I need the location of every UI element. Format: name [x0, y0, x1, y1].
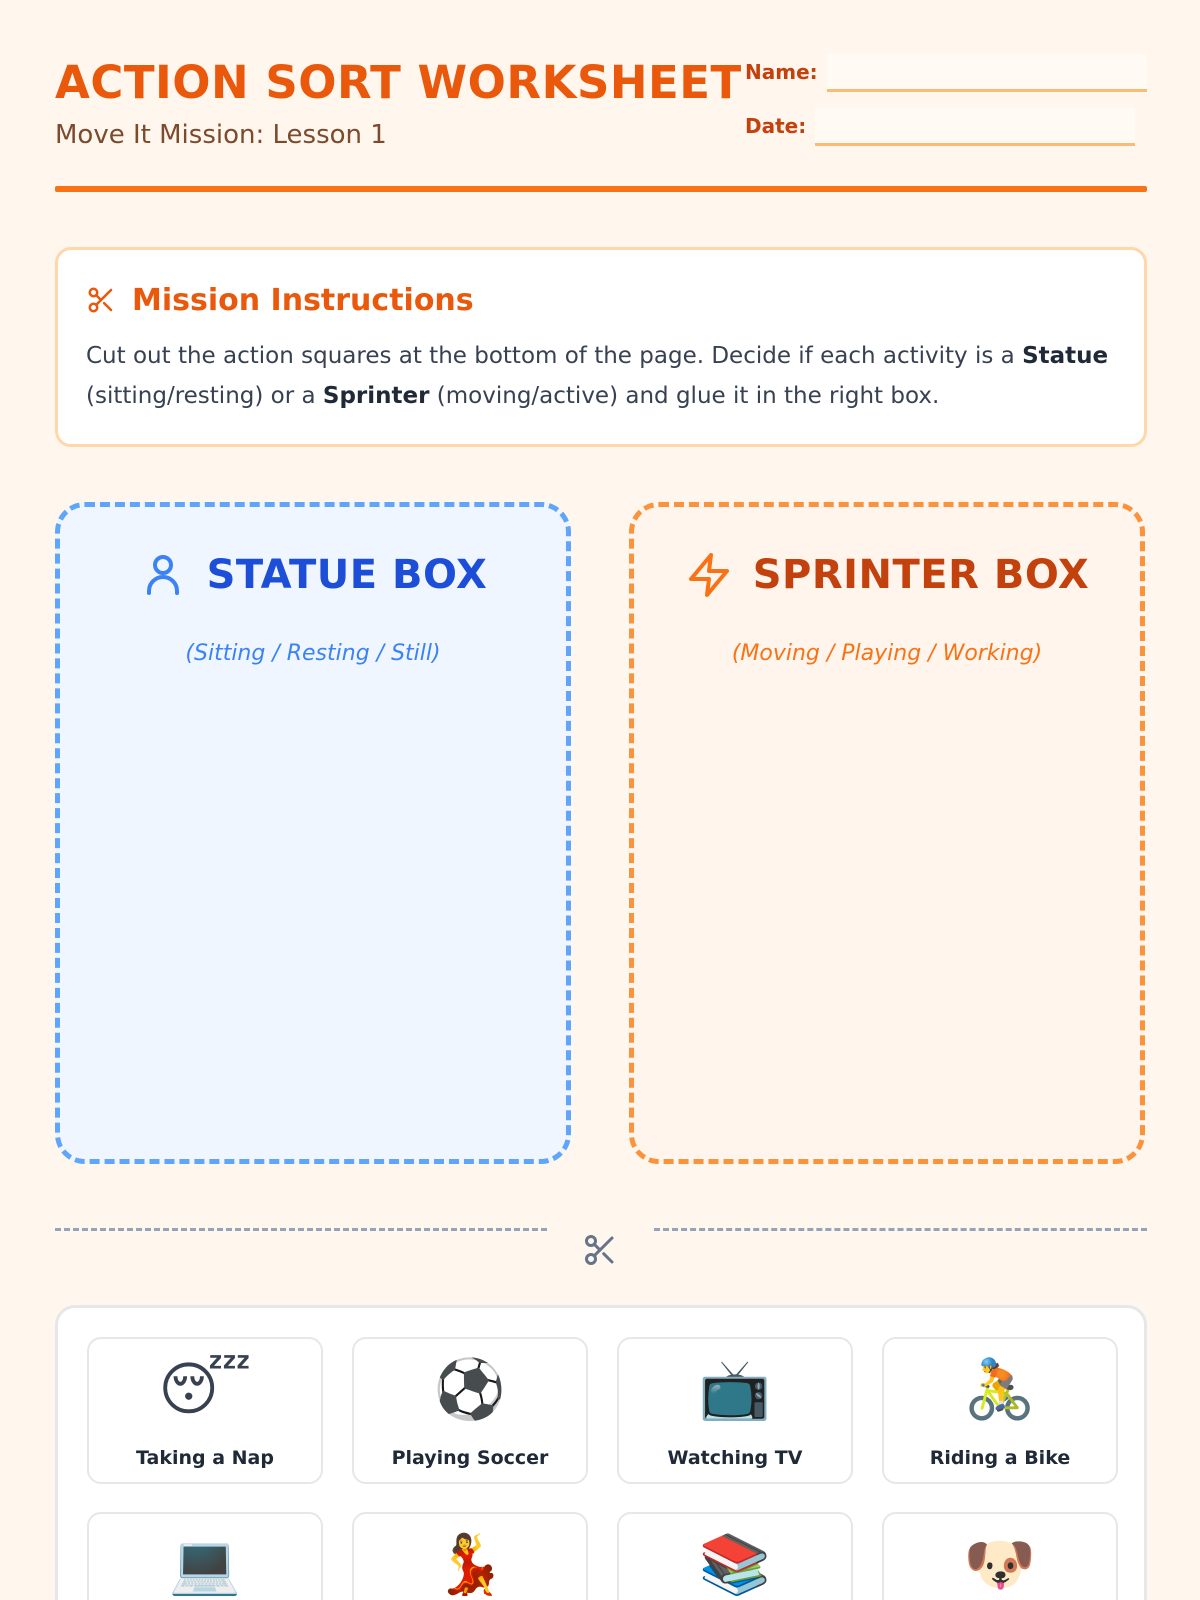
action-card-watching-tv[interactable]	[617, 1337, 853, 1484]
action-card-label: Riding a Bike	[929, 1447, 1071, 1469]
action-card-label: Watching TV	[667, 1447, 803, 1469]
name-field[interactable]	[827, 54, 1147, 92]
person-icon	[139, 551, 187, 599]
instructions-header	[86, 280, 1116, 320]
instructions-bold-sprinter: Sprinter	[322, 383, 430, 409]
instructions-text-part: (moving/active) and glue it in the right box.	[429, 383, 940, 409]
instructions-title: Mission Instructions	[132, 282, 474, 318]
cut-line-left	[55, 1228, 547, 1231]
action-card-dog[interactable]	[882, 1512, 1118, 1600]
sprinter-box-header	[634, 551, 1140, 599]
television-icon: 📺	[698, 1355, 772, 1423]
date-label: Date:	[745, 114, 807, 138]
date-field-group	[745, 106, 1147, 146]
action-card-laptop[interactable]	[87, 1512, 323, 1600]
instructions-bold-statue: Statue	[1022, 343, 1109, 369]
laptop-icon: 💻	[168, 1530, 242, 1598]
cyclist-icon: 🚴	[963, 1355, 1037, 1423]
statue-box-subtitle: (Sitting / Resting / Still)	[185, 641, 441, 666]
action-card-taking-a-nap[interactable]	[87, 1337, 323, 1484]
statue-box-header	[60, 551, 566, 599]
dancer-icon: 💃	[433, 1530, 507, 1598]
page-title: ACTION SORT WORKSHEET	[55, 56, 742, 109]
worksheet-header	[55, 52, 1147, 192]
dog-face-icon: 🐶	[963, 1530, 1037, 1598]
cut-line-right	[654, 1228, 1147, 1231]
instructions-text-part: (sitting/resting) or a	[86, 383, 323, 409]
instructions-panel	[55, 247, 1147, 447]
action-card-dancing[interactable]	[352, 1512, 588, 1600]
books-icon: 📚	[698, 1530, 772, 1598]
page-subtitle: Move It Mission: Lesson 1	[55, 120, 387, 150]
action-card-label: Taking a Nap	[136, 1447, 274, 1469]
action-card-label: Playing Soccer	[391, 1447, 549, 1469]
statue-box-title: STATUE BOX	[206, 552, 488, 598]
sleeping-face-icon: 😴	[158, 1355, 252, 1423]
sprinter-box-title: SPRINTER BOX	[752, 552, 1090, 598]
statue-box	[55, 502, 571, 1164]
scissors-icon	[582, 1232, 618, 1268]
soccer-ball-icon: ⚽	[433, 1355, 507, 1423]
name-label: Name:	[745, 60, 818, 84]
action-card-books[interactable]	[617, 1512, 853, 1600]
date-field[interactable]	[815, 108, 1135, 146]
instructions-text	[86, 336, 1116, 416]
header-divider	[55, 186, 1147, 192]
sprinter-box	[629, 502, 1145, 1164]
lightning-icon	[685, 551, 733, 599]
instructions-text-part: Cut out the action squares at the bottom of the page. Decide if each activity is a	[86, 343, 1023, 369]
scissors-icon	[86, 285, 116, 315]
action-card-riding-a-bike[interactable]	[882, 1337, 1118, 1484]
action-card-playing-soccer[interactable]	[352, 1337, 588, 1484]
sprinter-box-subtitle: (Moving / Playing / Working)	[731, 641, 1043, 666]
action-cards-panel	[55, 1305, 1147, 1600]
name-field-group	[745, 52, 1147, 92]
